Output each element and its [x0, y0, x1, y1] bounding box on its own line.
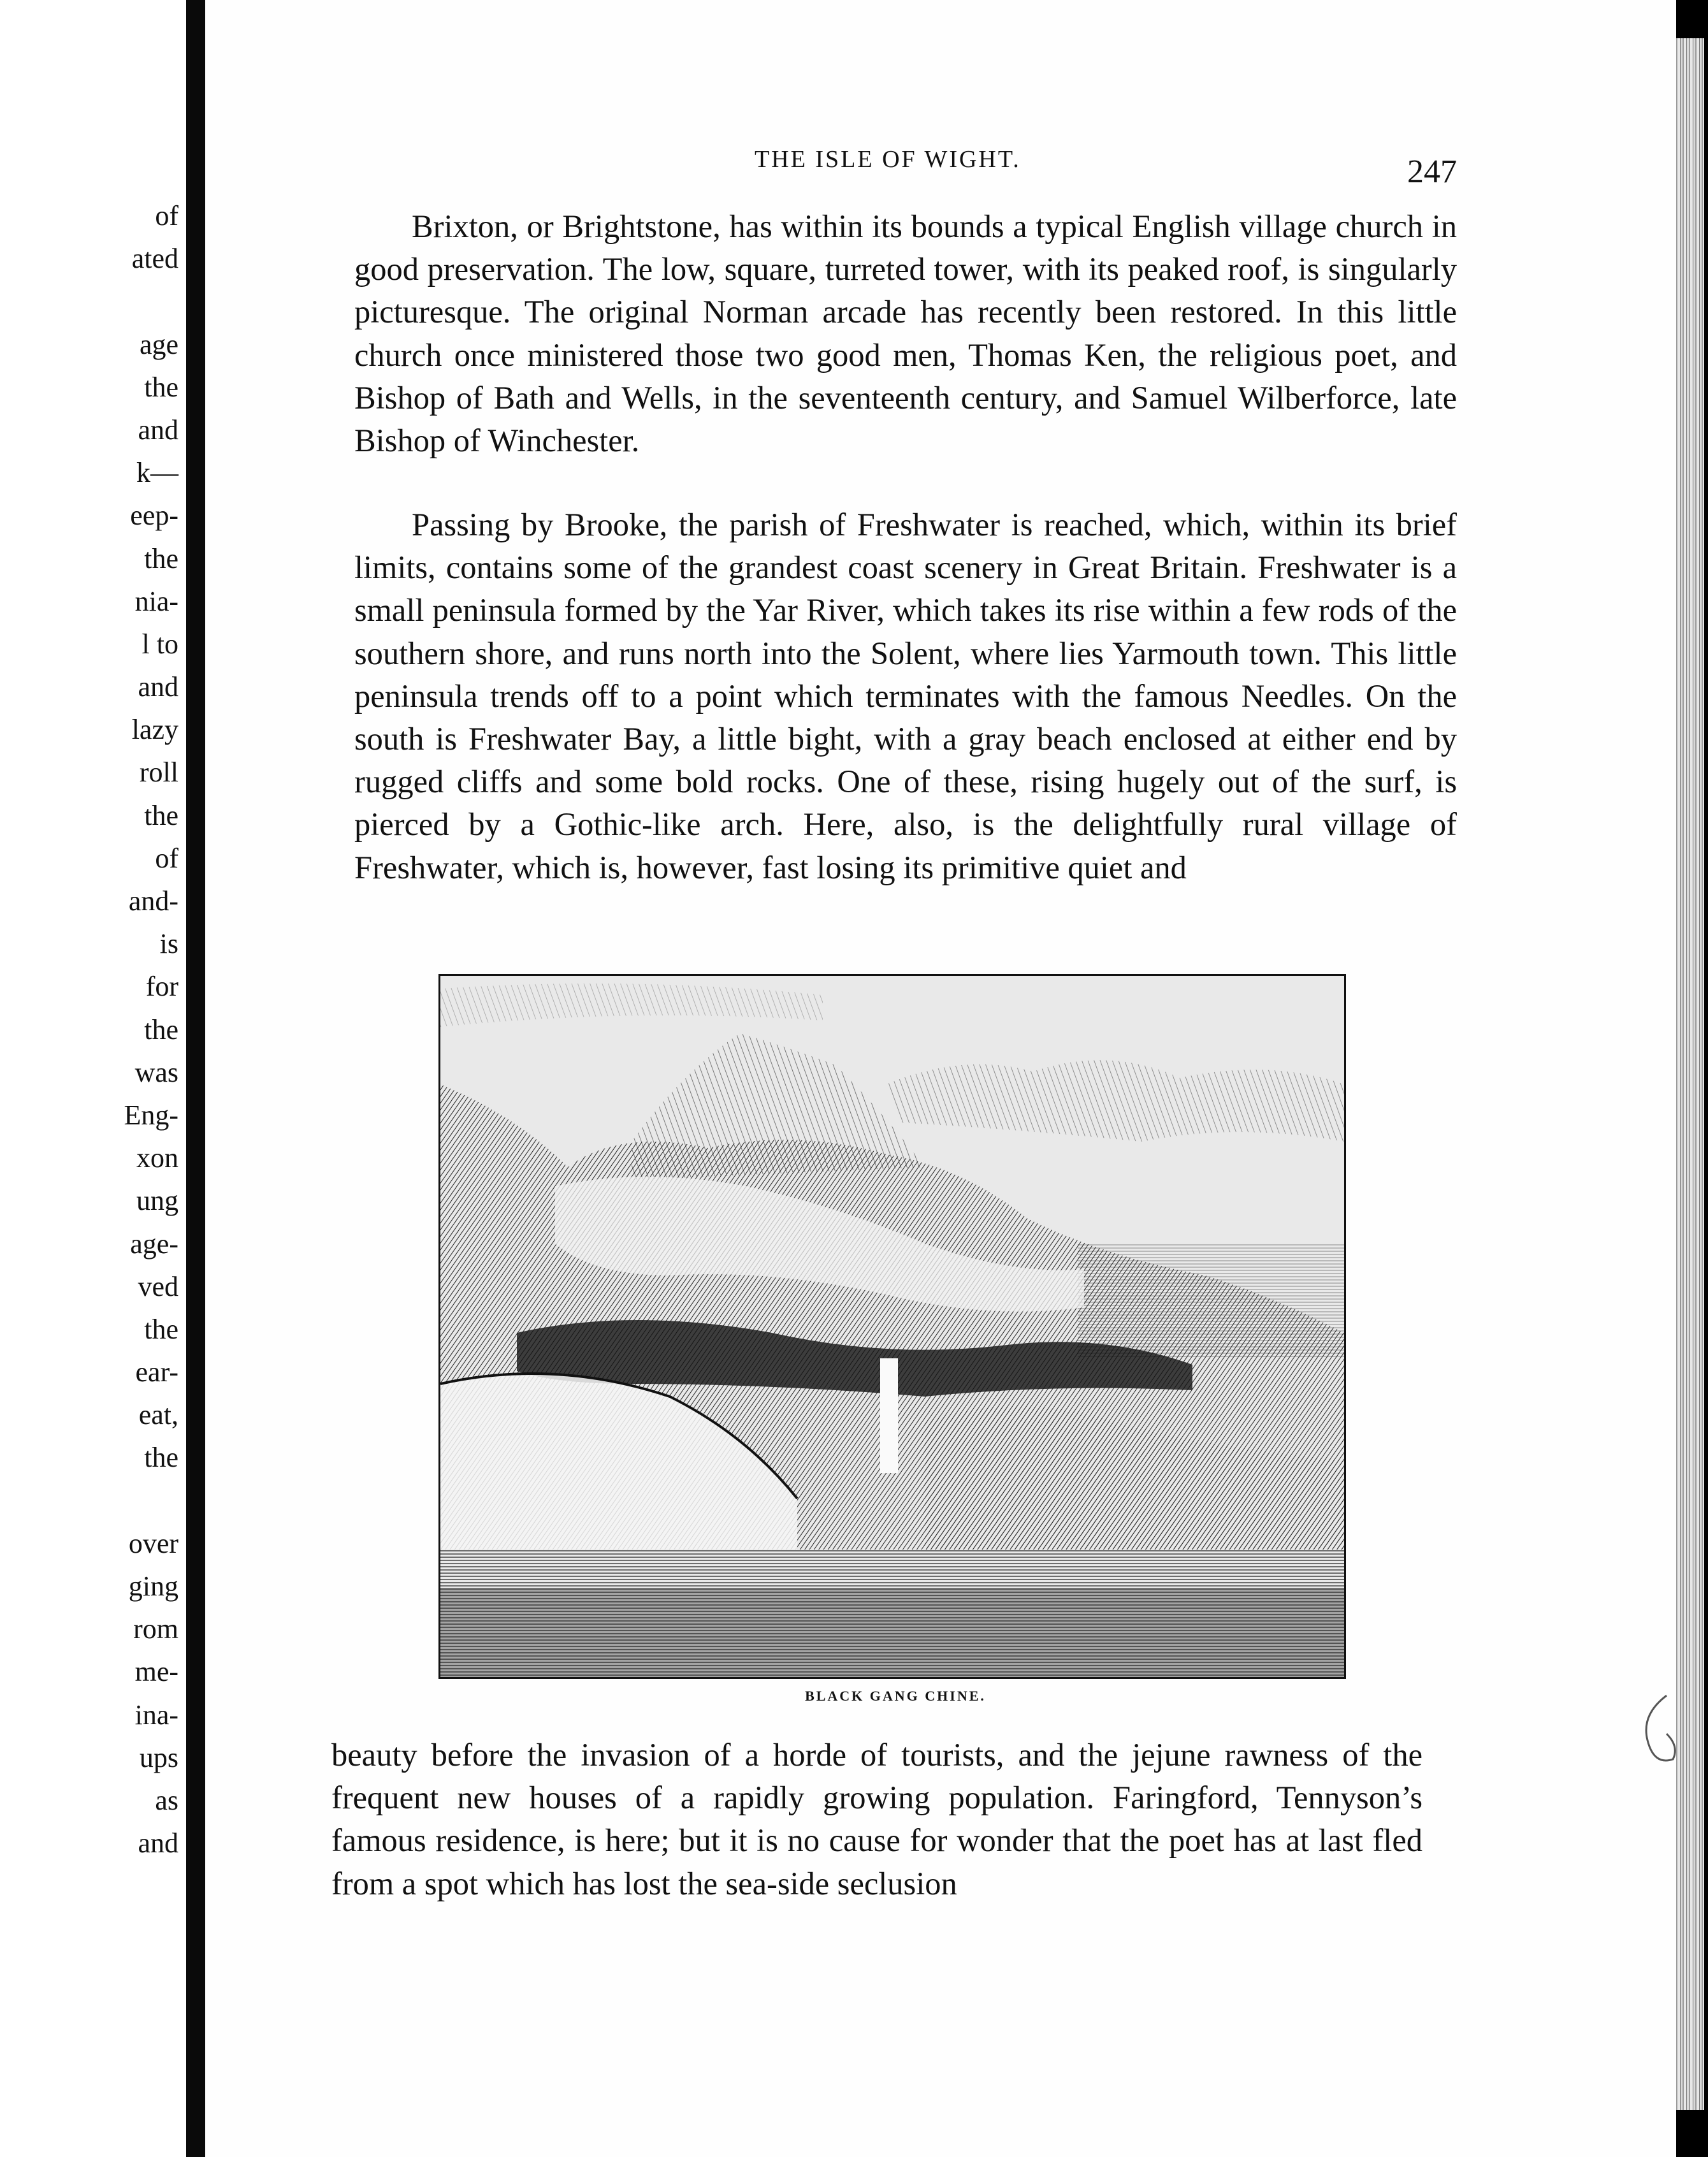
facing-page-line: and	[138, 671, 178, 703]
page-number: 247	[1407, 154, 1457, 190]
facing-page-line: l to	[141, 628, 178, 660]
facing-page-line	[13, 1479, 178, 1522]
facing-page-line	[13, 280, 178, 323]
facing-page-line: k—	[136, 457, 178, 489]
facing-page-line: the	[144, 542, 178, 574]
facing-page-line: eat,	[138, 1399, 178, 1431]
facing-page-line: the	[144, 1013, 178, 1045]
facing-page-line: as	[155, 1784, 178, 1816]
paragraph-freshwater	[354, 504, 1457, 889]
page-edges	[1676, 38, 1704, 2110]
facing-page-line: the	[144, 371, 178, 403]
facing-page-line: Eng-	[124, 1099, 178, 1131]
facing-page-line: age-	[130, 1228, 178, 1260]
engraving-illustration	[438, 974, 1346, 1679]
figure-caption: BLACK GANG CHINE.	[805, 1688, 986, 1704]
facing-page-line: ging	[128, 1571, 178, 1602]
facing-page-line: ups	[139, 1741, 178, 1773]
running-head: THE ISLE OF WIGHT.	[755, 146, 1021, 173]
facing-page-line: nia-	[134, 585, 178, 617]
facing-page-line: ear-	[135, 1356, 178, 1388]
facing-page-line: ated	[131, 243, 178, 275]
pencil-mark	[1628, 1689, 1679, 1778]
facing-page-line: roll	[139, 757, 178, 788]
facing-page-line: for	[145, 971, 178, 1003]
facing-page-line: xon	[136, 1142, 178, 1174]
facing-page-line: me-	[134, 1656, 178, 1688]
facing-page-line: was	[134, 1056, 178, 1088]
facing-page-line: ved	[138, 1270, 178, 1302]
book-gutter	[186, 0, 205, 2157]
paragraph-brixton	[354, 205, 1457, 462]
facing-page-line: lazy	[131, 714, 178, 746]
facing-page-line: the	[144, 1313, 178, 1345]
facing-page-line: the	[144, 1442, 178, 1474]
paragraph-continuation	[331, 1734, 1422, 1905]
paragraph-text: beauty before the invasion of a horde of tourists, and the jejune rawness of the frequent new houses of a rapidly growing population. Faringford, Tennyson’s famous residence, is here; but it is no cause for wonder that the poet has at last fled from a spot which has lost the sea-side seclusion	[331, 1737, 1422, 1901]
facing-page-text	[13, 194, 178, 1864]
facing-page-line: and-	[128, 885, 178, 917]
facing-page-fragment	[0, 0, 186, 2157]
facing-page-line: is	[159, 928, 178, 960]
facing-page-line: ina-	[134, 1699, 178, 1731]
facing-page-line: and	[138, 414, 178, 446]
facing-page-line: the	[144, 799, 178, 831]
facing-page-line: eep-	[130, 500, 178, 532]
paragraph-text: Passing by Brooke, the parish of Freshwater is reached, which, within its brief limits, contains some of the grandest coast scenery in Great Britain. Freshwater is a small peninsula formed by the Yar River, which takes its rise within a few rods of the southern shore, and runs north into the Solent, where lies Yarmouth town. This little peninsula trends off to a point which terminates with the famous Needles. On the south is Freshwater Bay, a little bight, with a gray beach enclosed at either end by rugged cliffs and some bold rocks. One of these, rising hugely out of the surf, is pierced by a Gothic-like arch. Here, also, is the delightfully rural village of Freshwater, which is, however, fast losing its primitive quiet and	[354, 507, 1457, 885]
engraving-image	[440, 976, 1344, 1677]
facing-page-line: ung	[136, 1185, 178, 1217]
paragraph-text: Brixton, or Brightstone, has within its bounds a typical English village church in good preservation. The low, square, turreted tower, with its peaked roof, is singularly picturesque. The original Norman arcade has recently been restored. In this little church once ministered those two good men, Thomas Ken, the religious poet, and Bishop of Bath and Wells, in the seventeenth century, and Samuel Wilberforce, late Bishop of Winchester.	[354, 208, 1457, 459]
facing-page-line: rom	[133, 1613, 178, 1645]
facing-page-line: age	[139, 328, 178, 360]
facing-page-line: of	[155, 200, 178, 231]
facing-page-line: over	[128, 1527, 178, 1559]
facing-page-line: of	[155, 842, 178, 874]
facing-page-line: and	[138, 1827, 178, 1859]
